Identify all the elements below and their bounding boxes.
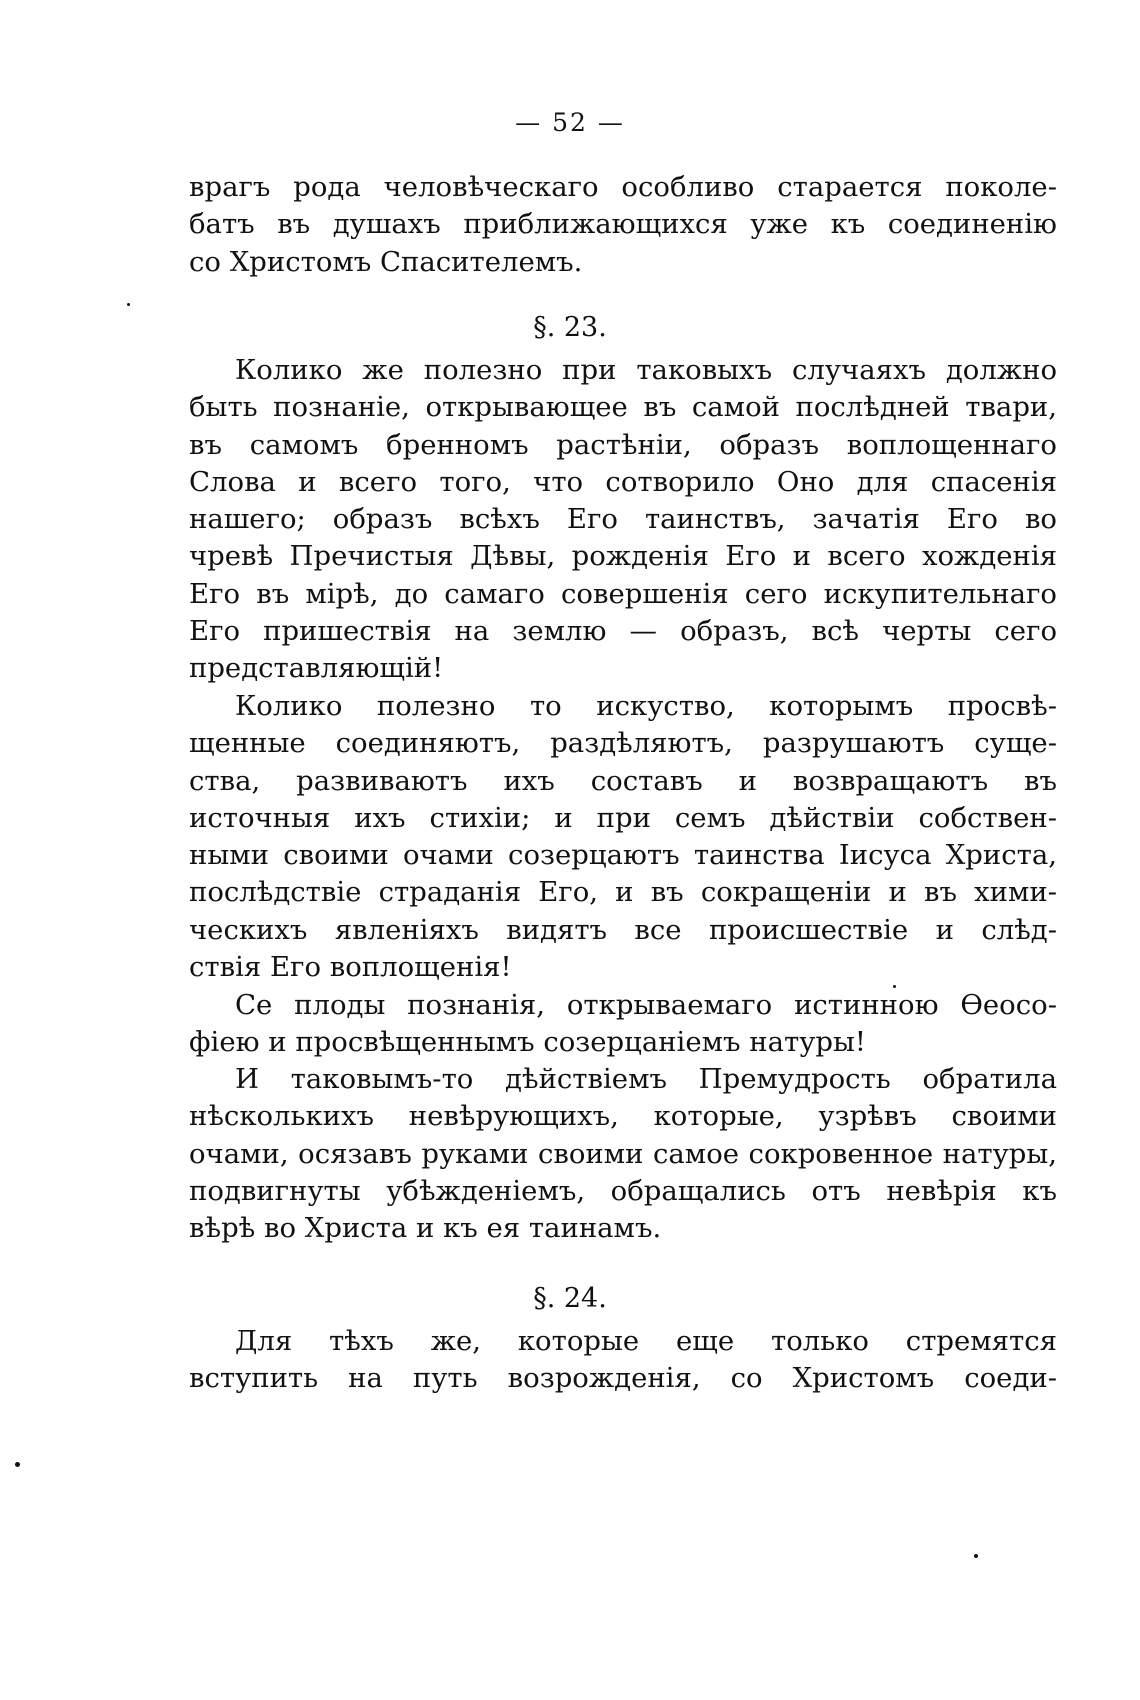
text-line: нашего; образъ всѣхъ Его таинствъ, зачатія Его во (189, 503, 1057, 536)
section-24-heading: §. 24. (533, 1283, 607, 1314)
section-23-heading: §. 23. (533, 312, 607, 343)
text-line: источныя ихъ стихіи; и при семъ дѣйствіи собствен- (189, 801, 1057, 834)
text-line: вѣрѣ во Христа и къ ея таинамъ. (189, 1212, 662, 1245)
section-24-paragraph (189, 1323, 1057, 1398)
text-line: представляющій! (189, 652, 444, 685)
text-line: ческихъ явленіяхъ видятъ все происшествіе и слѣд- (189, 913, 1057, 946)
text-line: Колико полезно то искуство, которымъ просвѣ- (235, 690, 1057, 722)
text-line: въ самомъ бренномъ растѣніи, образъ воплощеннаго (189, 428, 1057, 461)
page-number: — 52 — (515, 108, 625, 137)
text-line: Слова и всего того, что сотворило Оно для спасенія (189, 465, 1057, 498)
text-line: вступить на путь возрожденія, со Христомъ соеди- (189, 1362, 1057, 1395)
text-line: ства, развиваютъ ихъ составъ и возвращаютъ въ (189, 764, 1057, 797)
section-23-paragraph-2 (189, 688, 1057, 986)
text-line: нѣсколькихъ невѣрующихъ, которые, узрѣвъ своими (189, 1100, 1057, 1133)
text-line: Его пришествія на землю — образъ, всѣ черты сего (189, 615, 1057, 648)
text-line: подвигнуты убѣжденіемъ, обращались отъ невѣрія къ (189, 1174, 1057, 1207)
text-line: фіею и просвѣщеннымъ созерцаніемъ натуры! (189, 1026, 866, 1059)
section-23-paragraph-3 (189, 987, 1057, 1062)
scan-speck (974, 1554, 978, 1558)
text-line: щенные соединяютъ, раздѣляютъ, разрушаютъ суще- (189, 727, 1057, 760)
text-line: Се плоды познанія, открываемаго истинною Ѳеосо- (235, 989, 1057, 1021)
scan-speck (15, 1462, 20, 1467)
section-23-paragraph-4 (189, 1061, 1057, 1247)
intro-paragraph (189, 169, 1057, 281)
text-line: Колико же полезно при таковыхъ случаяхъ должно (235, 354, 1057, 386)
text-line: ными своими очами созерцаютъ таинства Іисуса Христа, (189, 839, 1057, 872)
text-line: чревѣ Пречистыя Дѣвы, рожденія Его и всего хожденія (189, 540, 1057, 573)
text-line: ствія Его воплощенія! (189, 951, 512, 984)
text-line: быть познаніе, открывающее въ самой послѣдней твари, (189, 391, 1057, 424)
text-line: Его въ мірѣ, до самаго совершенія сего искупительнаго (189, 577, 1057, 610)
text-line: Для тѣхъ же, которые еще только стремятся (235, 1325, 1057, 1357)
text-line: батъ въ душахъ приближающихся уже къ соединенію (189, 208, 1057, 241)
text-line: очами, осязавъ руками своими самое сокровенное натуры, (189, 1137, 1057, 1170)
scan-speck (893, 985, 896, 988)
text-line: послѣдствіе страданія Его, и въ сокращеніи и въ хими- (189, 876, 1057, 909)
scan-speck (127, 303, 130, 306)
section-23-paragraph-1 (189, 352, 1057, 688)
text-line: со Христомъ Спасителемъ. (189, 245, 583, 278)
text-line: И таковымъ-то дѣйствіемъ Премудрость обратила (235, 1063, 1057, 1095)
text-line: врагъ рода человѣческаго особливо старается поколе- (189, 171, 1057, 203)
